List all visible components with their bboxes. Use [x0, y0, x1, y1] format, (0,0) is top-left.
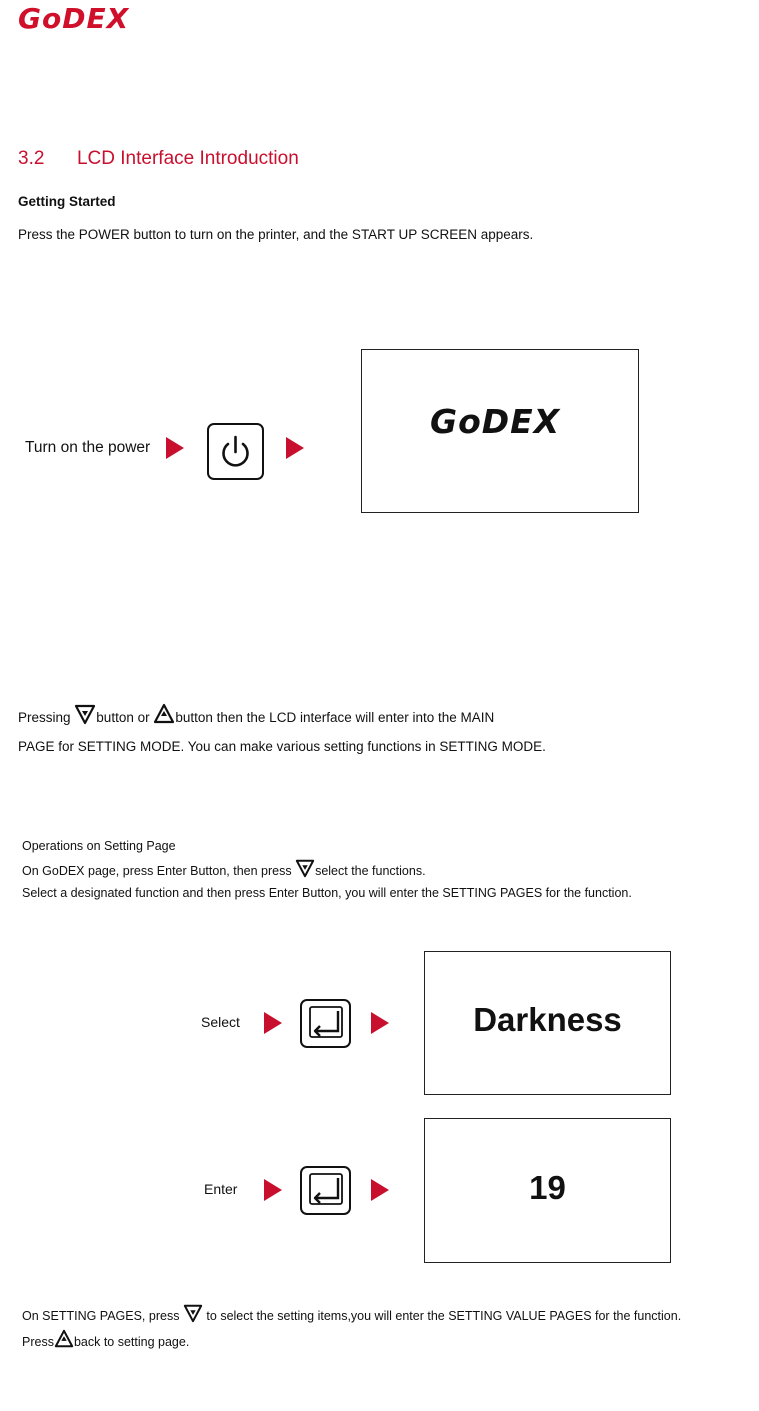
startup-screen	[361, 349, 639, 513]
arrow-right-icon	[166, 437, 184, 459]
arrow-right-icon	[371, 1179, 389, 1201]
up-key-icon	[54, 1329, 74, 1349]
section-number: 3.2	[18, 148, 45, 169]
down-key-icon	[183, 1303, 203, 1323]
operations-line1-a: On GoDEX page, press Enter Button, then press	[22, 864, 292, 878]
select-label: Select	[201, 1014, 240, 1030]
down-key-icon	[295, 858, 315, 878]
enter-icon	[302, 1168, 349, 1213]
enter-button	[300, 1166, 351, 1215]
setting-pages-line1-b: to select the setting items,you will enter the SETTING VALUE PAGES for the function.	[206, 1309, 682, 1323]
getting-started-text: Press the POWER button to turn on the printer, and the START UP SCREEN appears.	[18, 227, 534, 242]
operations-line2: Select a designated function and then press Enter Button, you will enter the SETTING PAGES for the function.	[22, 886, 632, 900]
main-page-line2: PAGE for SETTING MODE. You can make various setting functions in SETTING MODE.	[18, 739, 546, 754]
value-screen-text: 19	[529, 1169, 566, 1206]
darkness-screen	[424, 951, 671, 1095]
operations-line1	[22, 864, 426, 878]
setting-pages-line2-b: back to setting page.	[73, 1335, 190, 1349]
down-key-icon	[74, 703, 96, 725]
operations-line1-b: select the functions.	[315, 864, 426, 878]
darkness-screen-text: Darkness	[473, 1001, 622, 1038]
value-screen	[424, 1118, 671, 1263]
setting-pages-line2	[22, 1335, 189, 1349]
arrow-right-icon	[371, 1012, 389, 1034]
setting-pages-line1-a: On SETTING PAGES, press	[22, 1309, 180, 1323]
main-page-text-a: Pressing	[18, 710, 71, 725]
arrow-right-icon	[264, 1012, 282, 1034]
enter-button	[300, 999, 351, 1048]
header-logo: GoDEX	[18, 2, 130, 35]
enter-label: Enter	[204, 1181, 238, 1197]
power-button	[207, 423, 264, 480]
main-page-line1	[18, 711, 494, 725]
setting-pages-line2-a: Press	[22, 1335, 54, 1349]
setting-pages-line1	[22, 1309, 681, 1323]
section-title: LCD Interface Introduction	[76, 148, 299, 169]
arrow-right-icon	[286, 437, 304, 459]
section-heading	[18, 148, 299, 170]
operations-heading: Operations on Setting Page	[22, 839, 176, 853]
power-icon	[209, 425, 262, 478]
enter-icon	[302, 1001, 349, 1046]
main-page-text-b: button or	[96, 710, 150, 725]
startup-screen-logo: GoDEX	[430, 402, 561, 441]
arrow-right-icon	[264, 1179, 282, 1201]
getting-started-heading: Getting Started	[18, 194, 116, 209]
main-page-text-c: button then the LCD interface will enter into the MAIN	[175, 710, 495, 725]
up-key-icon	[153, 703, 175, 725]
power-label: Turn on the power	[25, 439, 151, 456]
